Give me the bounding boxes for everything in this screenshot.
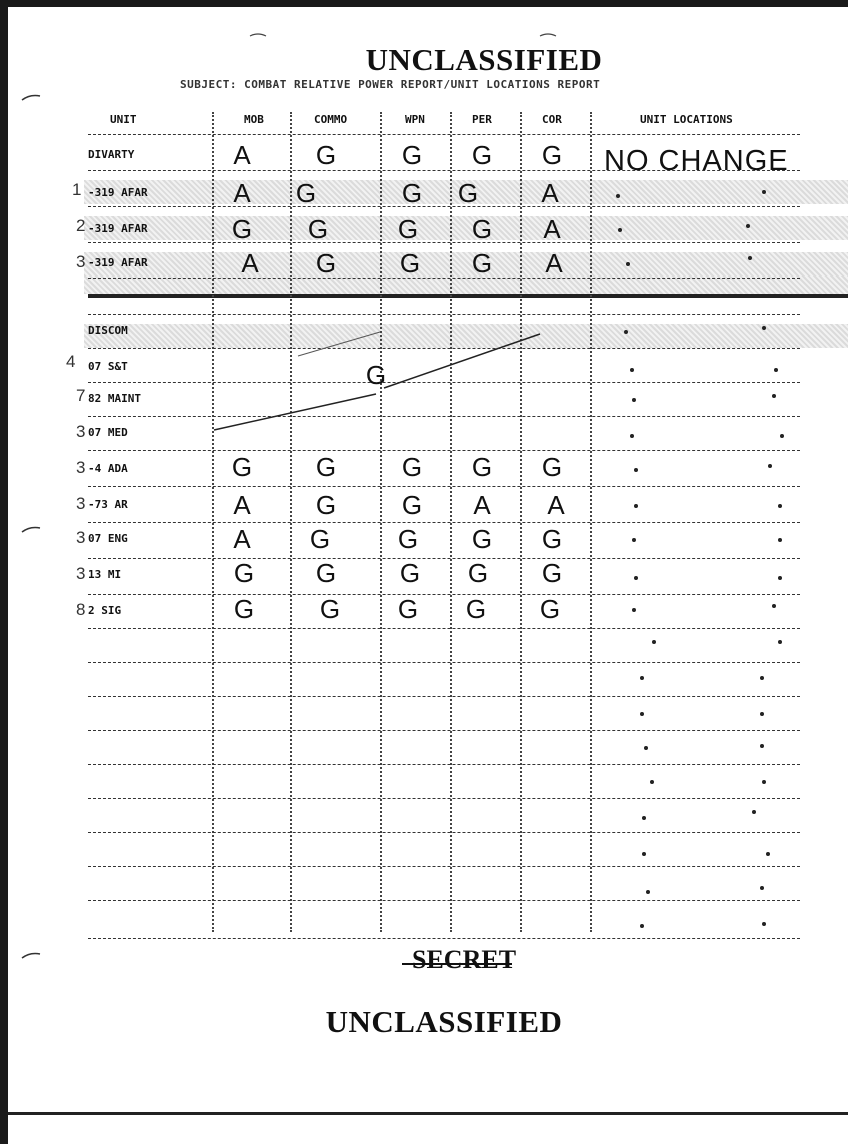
unit-label: -73 AR xyxy=(88,498,128,511)
unit-label: 82 MAINT xyxy=(88,392,141,405)
grade-mob: A xyxy=(233,178,251,208)
header-wpn: WPN xyxy=(405,113,425,126)
margin-note: 3 xyxy=(76,458,86,477)
no-change-note: NO CHANGE xyxy=(604,145,789,177)
grade-wpn: G xyxy=(397,214,419,244)
grade-wpn: G xyxy=(401,452,423,482)
grade-per: G xyxy=(457,178,479,208)
unit-label: 07 ENG xyxy=(88,532,128,545)
grade-commo: G xyxy=(315,140,337,170)
grade-commo: G xyxy=(315,490,337,520)
grade-per: A xyxy=(473,490,491,520)
grade-cor: A xyxy=(541,178,559,208)
grade-mob: A xyxy=(241,248,259,278)
margin-note: 3 xyxy=(76,528,86,547)
subject-line: SUBJECT: COMBAT RELATIVE POWER REPORT/UNIT LOCATIONS REPORT xyxy=(180,78,601,91)
grade-commo: G xyxy=(319,594,341,624)
grade-commo: G xyxy=(307,214,329,244)
grade-per: G xyxy=(471,524,493,554)
unit-label: 07 MED xyxy=(88,426,128,439)
unit-label: -4 ADA xyxy=(88,462,128,475)
grade-mob: A xyxy=(233,490,251,520)
grade-mob: A xyxy=(233,524,251,554)
unit-label: 07 S&T xyxy=(88,360,128,373)
margin-note: 3 xyxy=(76,494,86,513)
header-unit-locations: UNIT LOCATIONS xyxy=(640,113,733,126)
unit-label: -319 AFAR xyxy=(88,256,148,269)
unit-label: DIVARTY xyxy=(88,148,135,161)
grade-cor: G xyxy=(541,558,563,588)
grade-cor: A xyxy=(543,214,561,244)
grade-cor: G xyxy=(539,594,561,624)
margin-note: 3 xyxy=(76,252,86,271)
classification-banner-top: UNCLASSIFIED xyxy=(365,42,603,77)
margin-note: 4 xyxy=(66,352,76,371)
grade-discom-group: G xyxy=(365,360,387,390)
secret-stamp: SECRET xyxy=(412,945,517,974)
grade-per: G xyxy=(471,140,493,170)
grade-commo: G xyxy=(315,558,337,588)
grade-mob: A xyxy=(233,140,251,170)
grade-wpn: G xyxy=(399,558,421,588)
margin-note: 1 xyxy=(72,180,82,199)
header-per: PER xyxy=(472,113,492,126)
unit-label: DISCOM xyxy=(88,324,128,337)
grade-mob: G xyxy=(231,452,253,482)
grade-cor: A xyxy=(547,490,565,520)
grade-mob: G xyxy=(231,214,253,244)
margin-note: 3 xyxy=(76,422,86,441)
unit-label: 13 MI xyxy=(88,568,122,581)
grade-per: G xyxy=(471,248,493,278)
classification-banner-bottom: UNCLASSIFIED xyxy=(325,1004,563,1039)
unit-label: 2 SIG xyxy=(88,604,122,617)
unit-label: -319 AFAR xyxy=(88,186,148,199)
grade-mob: G xyxy=(233,594,255,624)
grade-per: G xyxy=(465,594,487,624)
grade-commo: G xyxy=(315,452,337,482)
grade-per: G xyxy=(471,214,493,244)
grade-wpn: G xyxy=(401,140,423,170)
grade-commo: G xyxy=(315,248,337,278)
grade-cor: G xyxy=(541,452,563,482)
grade-commo: G xyxy=(309,524,331,554)
grade-wpn: G xyxy=(397,594,419,624)
grade-wpn: G xyxy=(399,248,421,278)
grade-wpn: G xyxy=(401,490,423,520)
header-mob: MOB xyxy=(244,113,264,126)
grade-cor: G xyxy=(541,140,563,170)
grade-per: G xyxy=(471,452,493,482)
header-unit: UNIT xyxy=(110,113,137,126)
unit-label: -319 AFAR xyxy=(88,222,148,235)
margin-note: 8 xyxy=(76,600,86,619)
grade-cor: A xyxy=(545,248,563,278)
grade-cor: G xyxy=(541,524,563,554)
grade-per: G xyxy=(467,558,489,588)
header-cor: COR xyxy=(542,113,562,126)
grade-mob: G xyxy=(233,558,255,588)
margin-note: 2 xyxy=(76,216,86,235)
margin-note: 7 xyxy=(76,386,86,405)
grade-wpn: G xyxy=(401,178,423,208)
header-commo: COMMO xyxy=(314,113,348,126)
margin-note: 3 xyxy=(76,564,86,583)
grade-commo: G xyxy=(295,178,317,208)
grade-wpn: G xyxy=(397,524,419,554)
